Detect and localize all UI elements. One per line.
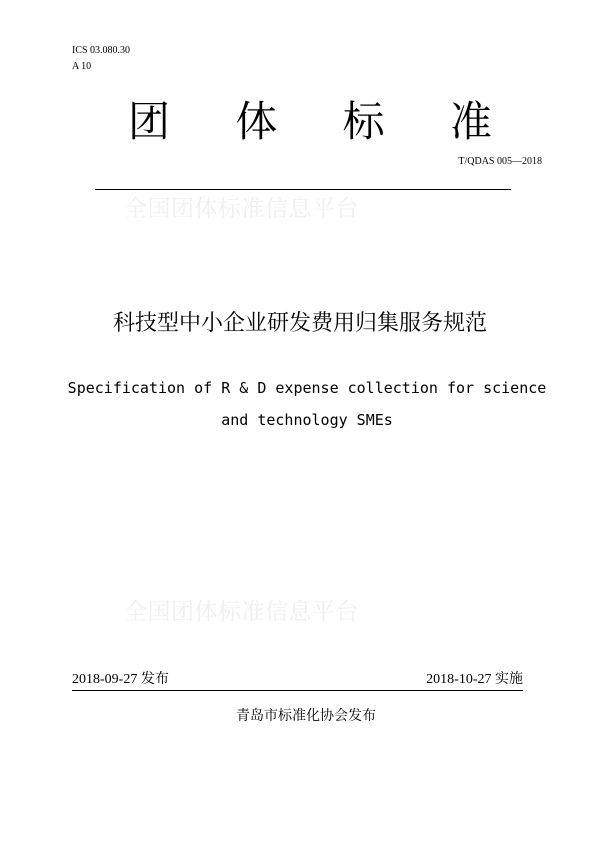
standard-type-char: 体 <box>235 97 278 146</box>
english-title-line-2: and technology SMEs <box>221 411 393 429</box>
standard-type-heading <box>100 92 520 152</box>
ccs-code: A 10 <box>72 61 92 72</box>
english-title <box>0 372 600 436</box>
ics-code: ICS 03.080.30 <box>72 45 131 56</box>
publisher: 青岛市标准化协会发布 <box>236 708 376 724</box>
header-divider <box>95 189 511 190</box>
implementation-date: 2018-10-27 实施 <box>426 672 523 687</box>
date-row <box>72 670 523 691</box>
watermark-bottom: 全国团体标准信息平台 <box>124 599 359 625</box>
watermark-top: 全国团体标准信息平台 <box>124 196 359 222</box>
standard-type-char: 团 <box>128 97 171 146</box>
release-date: 2018-09-27 发布 <box>72 672 169 687</box>
standard-type-char: 标 <box>342 97 385 146</box>
standard-type-char: 准 <box>449 97 492 146</box>
english-title-line-1: Specification of R & D expense collection for science <box>67 379 547 397</box>
standard-number: T/QDAS 005—2018 <box>458 156 542 167</box>
chinese-title: 科技型中小企业研发费用归集服务规范 <box>112 311 487 336</box>
